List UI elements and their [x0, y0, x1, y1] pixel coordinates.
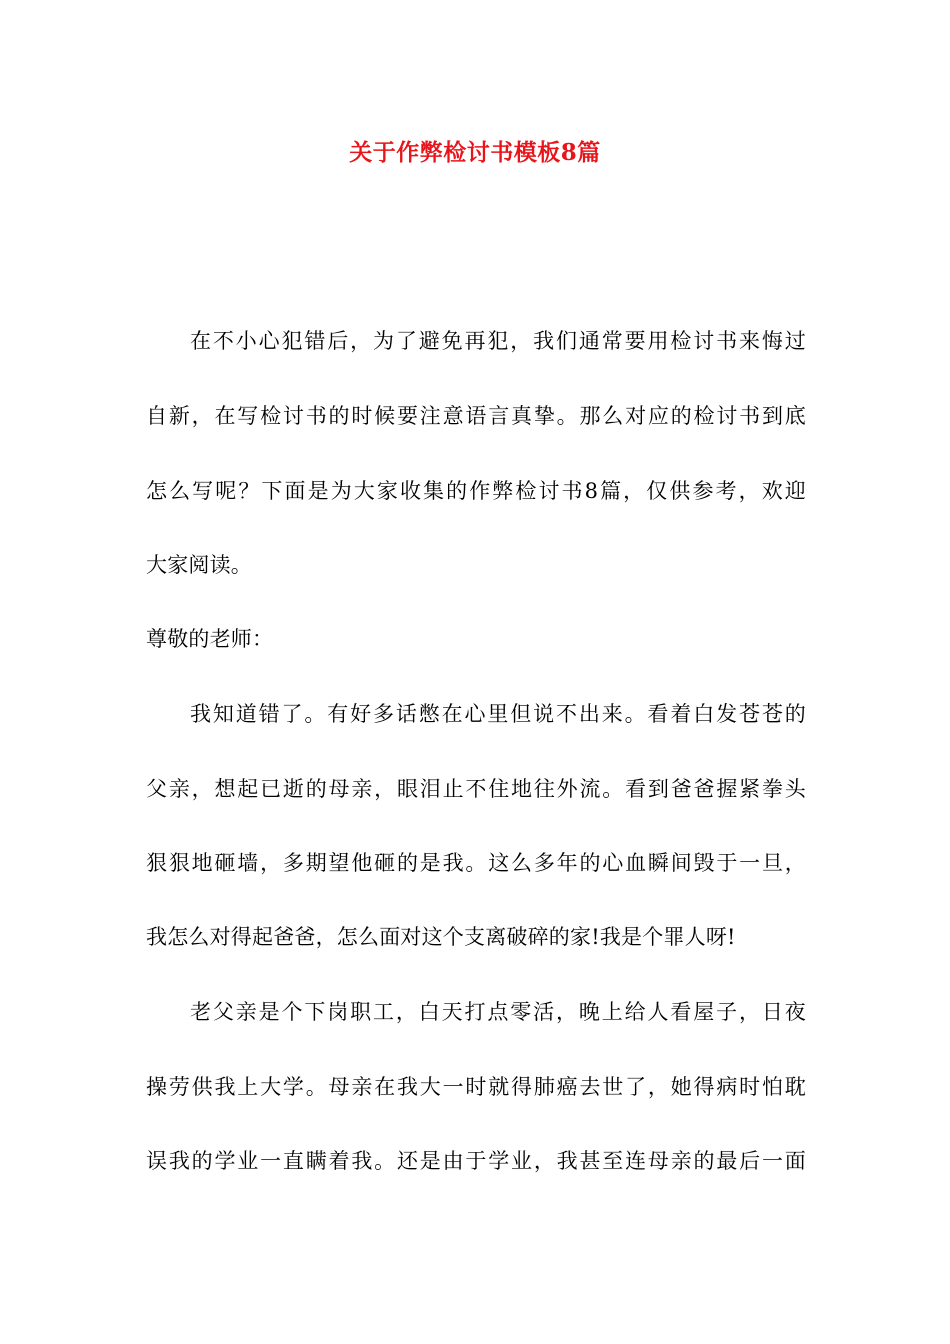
paragraph-line: 狠狠地砸墙，多期望他砸的是我。这么多年的心血瞬间毁于一旦，	[146, 851, 806, 875]
paragraph-line: 老父亲是个下岗职工，白天打点零活，晚上给人看屋子，日夜	[190, 1000, 806, 1024]
paragraph-line: 在不小心犯错后，为了避免再犯，我们通常要用检讨书来悔过	[190, 329, 806, 353]
paragraph-line: 操劳供我上大学。母亲在我大一时就得肺癌去世了，她得病时怕耽	[146, 1075, 806, 1099]
salutation: 尊敬的老师：	[146, 627, 274, 651]
paragraph-line: 自新，在写检讨书的时候要注意语言真挚。那么对应的检讨书到底	[146, 404, 806, 428]
paragraph-line: 大家阅读。	[146, 553, 252, 577]
document-title: 关于作弊检讨书模板8篇	[349, 139, 601, 166]
paragraph-line: 误我的学业一直瞒着我。还是由于学业，我甚至连母亲的最后一面	[146, 1149, 806, 1173]
paragraph-line: 我知道错了。有好多话憋在心里但说不出来。看着白发苍苍的	[190, 702, 806, 726]
paragraph-line: 我怎么对得起爸爸，怎么面对这个支离破碎的家!我是个罪人呀!	[146, 925, 736, 949]
paragraph-line: 父亲，想起已逝的母亲，眼泪止不住地往外流。看到爸爸握紧拳头	[146, 777, 806, 801]
paragraph-line: 怎么写呢？下面是为大家收集的作弊检讨书8篇，仅供参考，欢迎	[146, 479, 806, 503]
